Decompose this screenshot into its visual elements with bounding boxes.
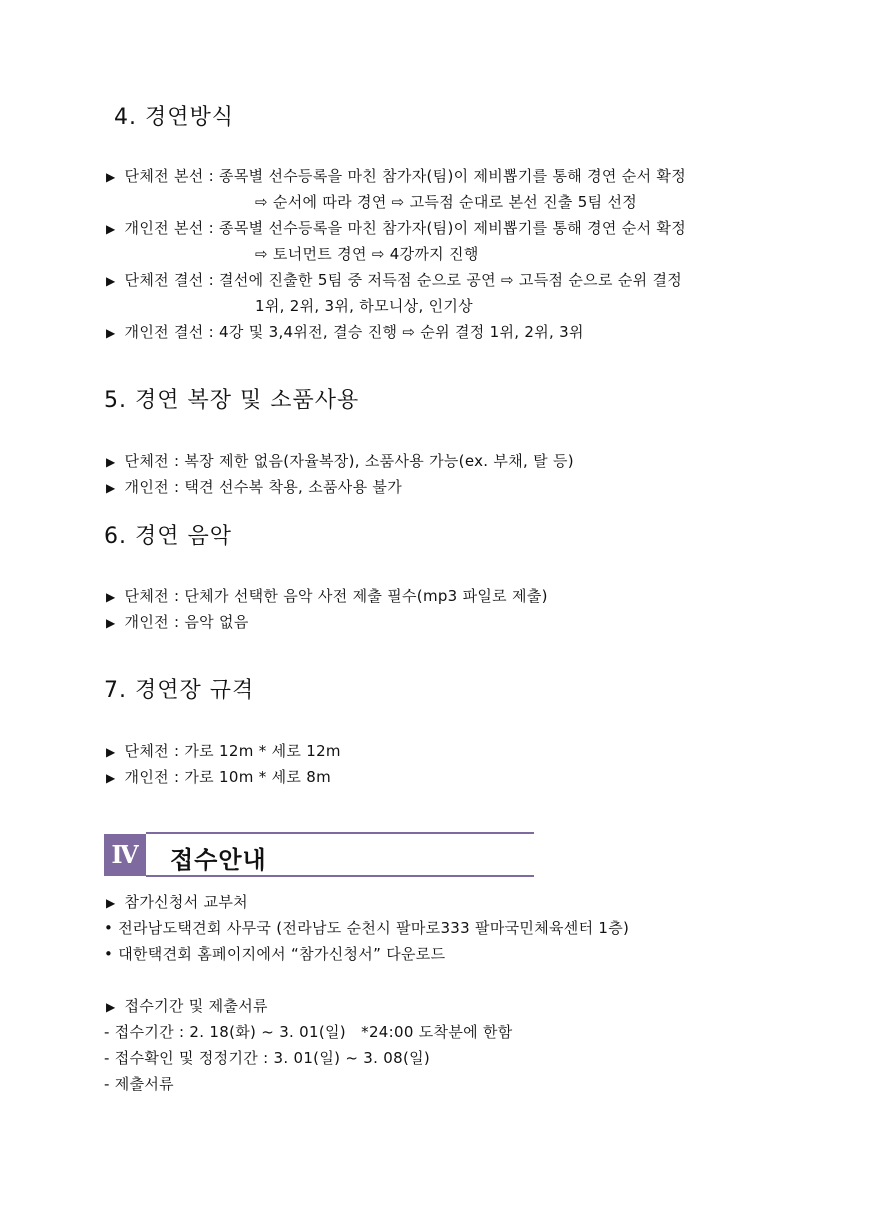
list-item: ▶ 개인전 : 택견 선수복 착용, 소품사용 불가 xyxy=(106,478,403,496)
bullet-triangle-icon: ▶ xyxy=(106,590,116,604)
list-item: ▶ 참가신청서 교부처 xyxy=(106,893,248,911)
list-item: ▶ 단체전 : 복장 제한 없음(자율복장), 소품사용 가능(ex. 부채, 탈 등) xyxy=(106,452,574,470)
bullet-triangle-icon: ▶ xyxy=(106,1000,116,1014)
bullet-triangle-icon: ▶ xyxy=(106,274,116,288)
section-heading: 7. 경연장 규격 xyxy=(104,678,255,703)
bullet-triangle-icon: ▶ xyxy=(106,481,116,495)
section-heading: 5. 경연 복장 및 소품사용 xyxy=(104,388,360,413)
section-title: 접수안내 xyxy=(170,846,267,874)
list-item-continuation: 1위, 2위, 3위, 하모니상, 인기상 xyxy=(255,297,473,315)
bullet-triangle-icon: ▶ xyxy=(106,745,116,759)
list-item: ▶ 개인전 : 가로 10m * 세로 8m xyxy=(106,768,331,786)
list-item: ▶ 단체전 : 가로 12m * 세로 12m xyxy=(106,742,341,760)
list-item: ▶ 개인전 본선 : 종목별 선수등록을 마친 참가자(팀)이 제비뽑기를 통해 경연 순서 확정 xyxy=(106,219,687,237)
section-header-rule xyxy=(146,875,534,877)
bullet-triangle-icon: ▶ xyxy=(106,326,116,340)
list-item: ▶ 접수기간 및 제출서류 xyxy=(106,997,268,1015)
list-item: - 접수확인 및 정정기간 : 3. 01(일) ~ 3. 08(일) xyxy=(104,1049,431,1067)
list-item: ▶ 단체전 본선 : 종목별 선수등록을 마친 참가자(팀)이 제비뽑기를 통해 경연 순서 확정 xyxy=(106,167,687,185)
list-item: • 대한택견회 홈페이지에서 “참가신청서” 다운로드 xyxy=(104,945,446,963)
section-heading: 4. 경연방식 xyxy=(114,105,234,130)
section-heading: 6. 경연 음악 xyxy=(104,524,232,549)
list-item: - 제출서류 xyxy=(104,1075,174,1093)
bullet-triangle-icon: ▶ xyxy=(106,455,116,469)
list-item: ▶ 단체전 : 단체가 선택한 음악 사전 제출 필수(mp3 파일로 제출) xyxy=(106,587,548,605)
bullet-triangle-icon: ▶ xyxy=(106,771,116,785)
list-item: ▶ 개인전 : 음악 없음 xyxy=(106,613,249,631)
section-header-rule xyxy=(146,832,534,834)
bullet-triangle-icon: ▶ xyxy=(106,616,116,630)
bullet-triangle-icon: ▶ xyxy=(106,896,116,910)
list-item: • 전라남도택견회 사무국 (전라남도 순천시 팔마로333 팔마국민체육센터 1층) xyxy=(104,919,630,937)
list-item-continuation: ⇨ 토너먼트 경연 ⇨ 4강까지 진행 xyxy=(255,245,479,263)
section-numeral-badge: Ⅳ xyxy=(104,834,146,876)
list-item: ▶ 개인전 결선 : 4강 및 3,4위전, 결승 진행 ⇨ 순위 결정 1위, 2위, 3위 xyxy=(106,323,584,341)
list-item-continuation: ⇨ 순서에 따라 경연 ⇨ 고득점 순대로 본선 진출 5팀 선정 xyxy=(255,193,638,211)
list-item: - 접수기간 : 2. 18(화) ~ 3. 01(일) *24:00 도착분에 한함 xyxy=(104,1023,513,1041)
bullet-triangle-icon: ▶ xyxy=(106,170,116,184)
list-item: ▶ 단체전 결선 : 결선에 진출한 5팀 중 저득점 순으로 공연 ⇨ 고득점 순으로 순위 결정 xyxy=(106,271,683,289)
bullet-triangle-icon: ▶ xyxy=(106,222,116,236)
